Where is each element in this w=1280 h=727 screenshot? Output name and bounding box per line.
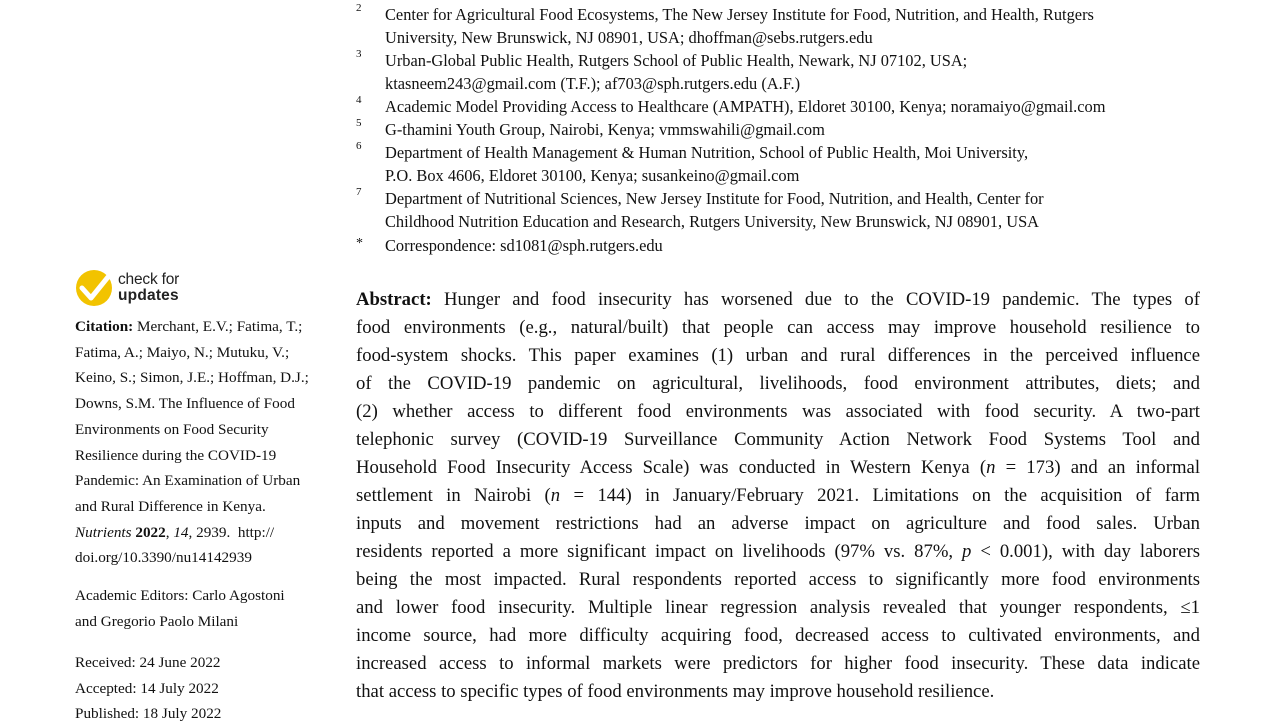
academic-editors: Academic Editors: Carlo Agostoni and Gregorio Paolo Milani — [75, 587, 285, 630]
abstract-line: food environments (e.g., natural/built) that people can access may improve household resilience to — [356, 317, 1200, 338]
abstract-line: inputs and movement restrictions had an adverse impact on agriculture and food sales. Urban — [356, 513, 1200, 534]
abstract-line: being the most impacted. Rural respondents reported access to significantly more food environments — [356, 569, 1200, 590]
abstract-line: (2) whether access to different food environments was associated with food security. A two-part — [356, 401, 1200, 422]
abstract-line: food-system shocks. This paper examines (1) urban and rural differences in the perceived influence — [356, 345, 1200, 366]
publication-dates — [75, 650, 330, 727]
citation-block: Citation: Merchant, E.V.; Fatima, T.; Fatima, A.; Maiyo, N.; Mutuku, V.; Keino, S.; Simon, J.E.; Hoffman, D.J.; Downs, S.M. The Influence of Food Environments on Food Security Resilience during the COVID-19 Pandemic: An Examination of Urban and Rural Difference in Kenya. Nutrients 2022, 14, 2939. http:// doi.org/10.3390/nu14142939 — [75, 314, 330, 571]
affiliation-6: 6 Department of Health Management & Human Nutrition, School of Public Health, Moi University, P.O. Box 4606, Eldoret 30100, Kenya; susankeino@gmail.com — [356, 140, 1029, 185]
abstract-line: income source, had more difficulty acquiring food, decreased access to cultivated environments, and — [356, 625, 1200, 646]
published-date: Published: 18 July 2022 — [75, 705, 222, 723]
affiliation-5: 5 G-thamini Youth Group, Nairobi, Kenya; vmmswahili@gmail.com — [356, 117, 825, 139]
affiliation-7: 7 Department of Nutritional Sciences, New Jersey Institute for Food, Nutrition, and Health, Center for Childhood Nutrition Education and Research, Rutgers University, New Brunswick, NJ 08901, USA — [356, 186, 1044, 231]
affiliation-2: 2 Center for Agricultural Food Ecosystems, The New Jersey Institute for Food, Nutrition, and Health, Rutgers University, New Brunswick, NJ 08901, USA; dhoffman@sebs.rutgers.edu — [356, 2, 1094, 47]
received-date: Received: 24 June 2022 — [75, 654, 221, 671]
abstract-line: Abstract: Hunger and food insecurity has worsened due to the COVID-19 pandemic. The types of — [356, 289, 1201, 310]
check-for-updates-badge[interactable]: check for updates — [75, 269, 195, 309]
accepted-date: Accepted: 14 July 2022 — [75, 679, 219, 697]
affiliation-4: 4 Academic Model Providing Access to Healthcare (AMPATH), Eldoret 30100, Kenya; noramaiyo@gmail.com — [356, 94, 1106, 116]
doi-link-cont[interactable]: doi.org/10.3390/nu14142939 — [75, 549, 252, 567]
affiliation-3: 3 Urban-Global Public Health, Rutgers School of Public Health, Newark, NJ 07102, USA; ktasneem243@gmail.com (T.F.); af703@sph.rutgers.edu (A.F.) — [356, 48, 968, 93]
abstract — [356, 286, 1200, 706]
abstract-line: and lower food insecurity. Multiple linear regression analysis revealed that younger respondents, ≤1 — [356, 597, 1200, 618]
abstract-line: Household Food Insecurity Access Scale) was conducted in Western Kenya (n = 173) and an informal — [356, 457, 1201, 478]
abstract-label: Abstract: — [356, 289, 432, 310]
journal-name: Nutrients — [75, 523, 132, 541]
citation-label: Citation: — [75, 318, 134, 335]
abstract-line: settlement in Nairobi (n = 144) in January/February 2021. Limitations on the acquisition of farm — [356, 485, 1200, 506]
abstract-line: increased access to informal markets were predictors for higher food insecurity. These data indicate — [356, 653, 1200, 674]
checkmark-icon — [75, 269, 113, 307]
doi-link[interactable]: http:// — [237, 523, 275, 541]
abstract-line: telephonic survey (COVID-19 Surveillance Community Action Network Food Systems Tool and — [356, 429, 1200, 450]
correspondence: * Correspondence: sd1081@sph.rutgers.edu — [356, 236, 663, 255]
abstract-line: residents reported a more significant impact on livelihoods (97% vs. 87%, p < 0.001), with day laborers — [356, 541, 1201, 562]
abstract-line: that access to specific types of food environments may improve household resilience. — [356, 681, 995, 702]
abstract-line: of the COVID-19 pandemic on agricultural, livelihoods, food environment attributes, diets; and — [356, 373, 1200, 394]
